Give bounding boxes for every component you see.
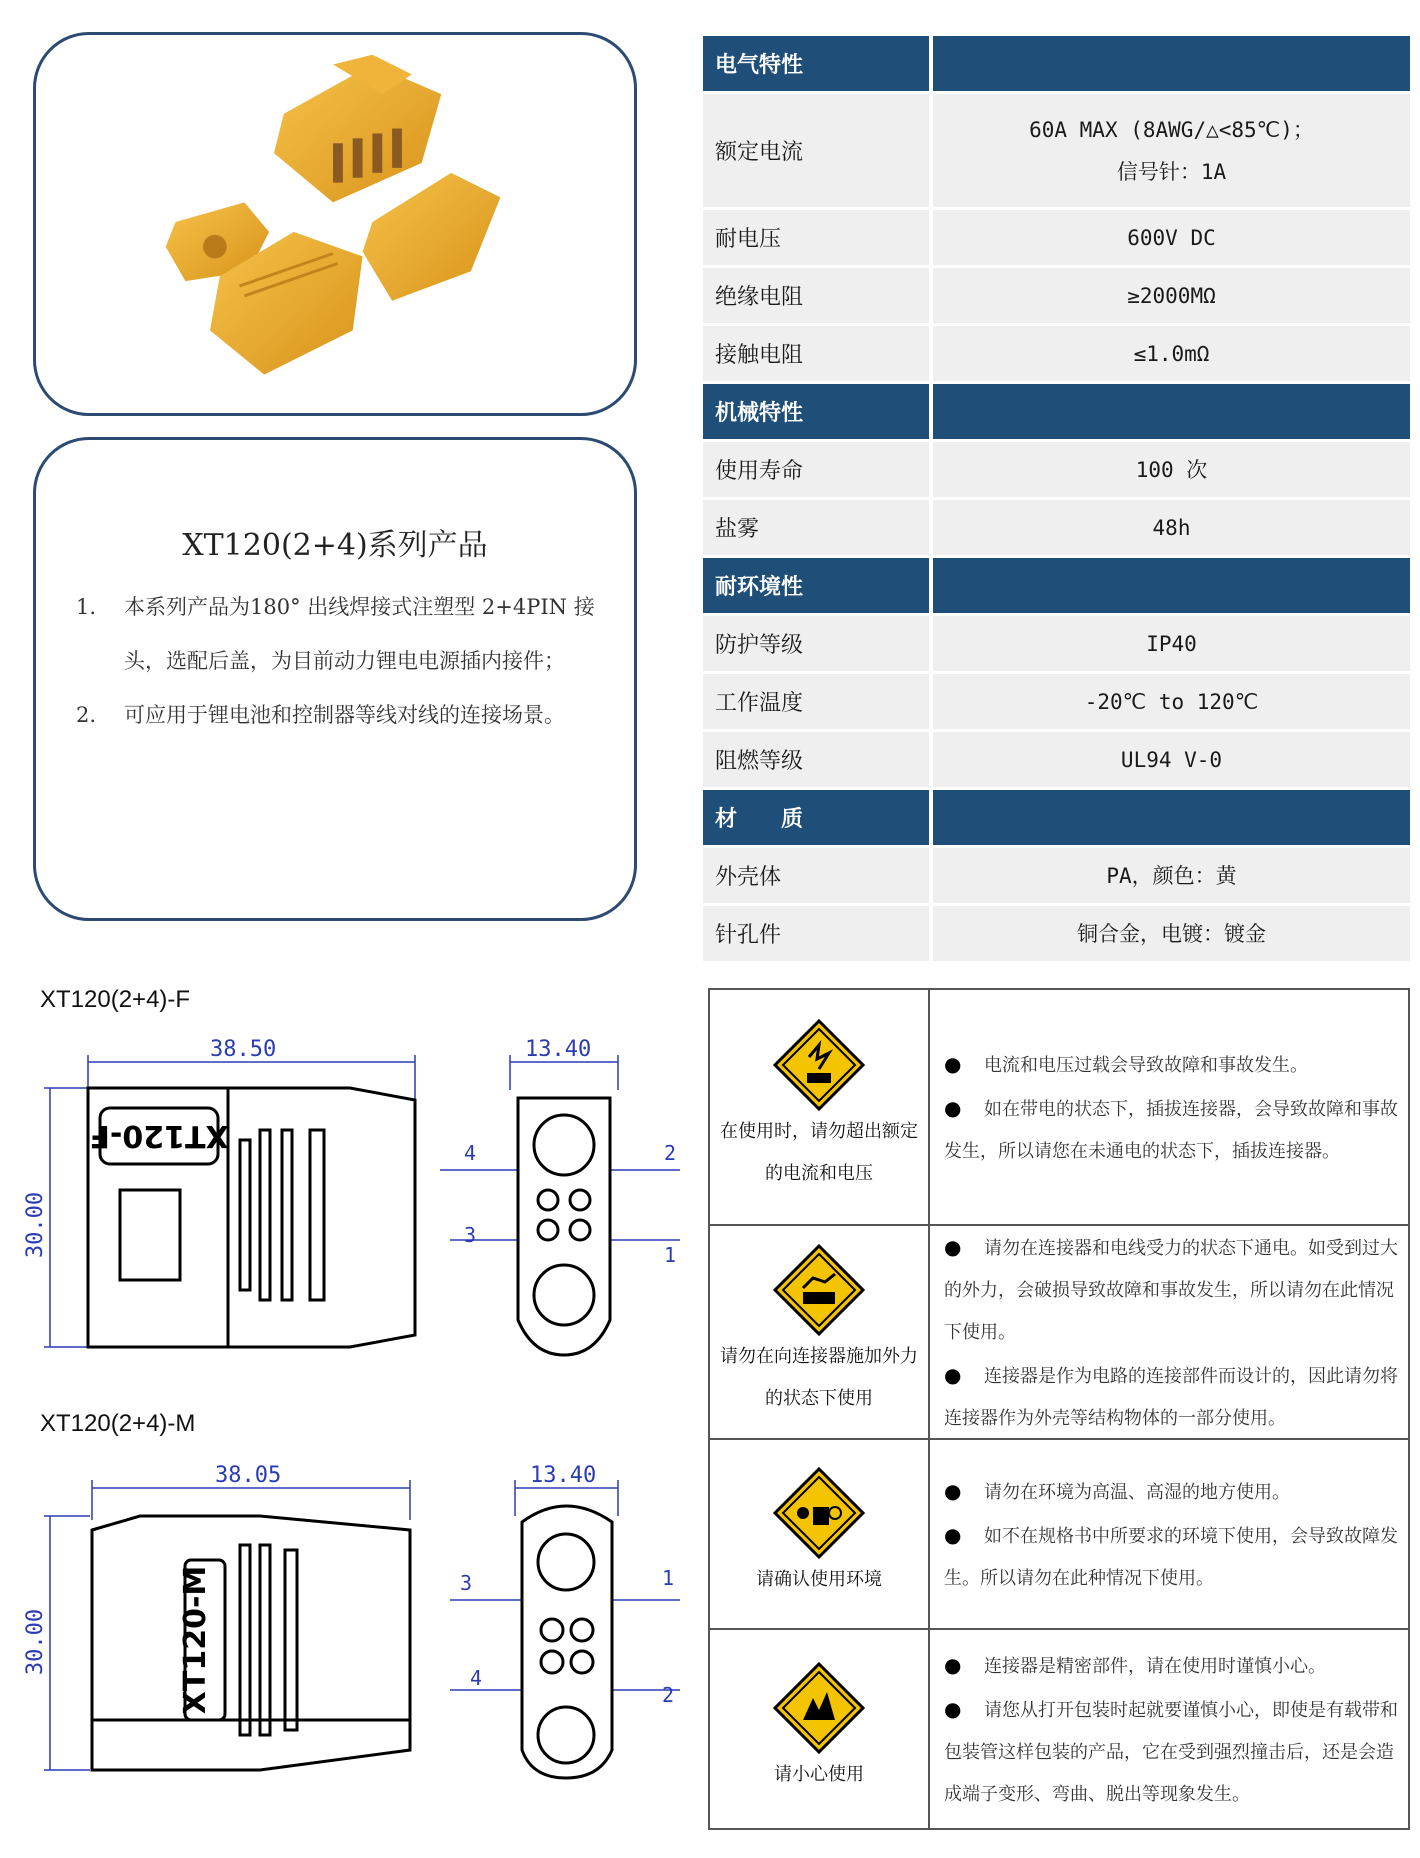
male-pin-label: 1	[662, 1566, 675, 1590]
overload-warning-icon	[773, 1019, 865, 1111]
warning-bullet	[944, 1226, 1398, 1354]
bullet-icon: ●	[944, 1653, 962, 1677]
environment-warning-icon	[773, 1467, 865, 1559]
bullet-icon: ●	[944, 1479, 962, 1503]
warning-caption: 请勿在向连接器施加外力的状态下使用	[720, 1346, 918, 1409]
spec-section-value	[933, 790, 1410, 848]
male-front-view	[522, 1506, 612, 1778]
external-force-warning-icon	[773, 1244, 865, 1336]
bullet-icon: ●	[944, 1523, 962, 1547]
spec-label: 盐雾	[703, 500, 933, 558]
product-photo-panel	[33, 32, 637, 416]
spec-row-rated-current	[703, 94, 1410, 210]
warning-text-cell	[930, 990, 1408, 1224]
bullet-icon: ●	[944, 1096, 962, 1120]
product-feature-list	[76, 580, 606, 742]
spec-section-value	[933, 384, 1410, 442]
top-connector-image	[274, 55, 441, 203]
spec-section-label: 机械特性	[703, 384, 933, 442]
feature-text: 本系列产品为180° 出线焊接式注塑型 2+4PIN 接头，选配后盖，为目前动力锂电电源插内接件；	[124, 595, 595, 673]
feature-number: 2.	[76, 703, 97, 727]
warning-bullet-text: 如不在规格书中所要求的环境下使用，会导致故障发生。所以请勿在此种情况下使用。	[944, 1526, 1398, 1589]
feature-number: 1.	[76, 595, 97, 619]
spec-section-environmental	[703, 558, 1410, 616]
usage-warning-table	[708, 988, 1410, 1830]
spec-value-line: 60A MAX (8AWG/△<85℃)；	[1029, 117, 1314, 142]
spec-label: 绝缘电阻	[703, 268, 933, 326]
warning-bullet-text: 请勿在环境为高温、高湿的地方使用。	[984, 1482, 1290, 1503]
female-front-view	[518, 1098, 610, 1355]
spec-row-voltage	[703, 210, 1410, 268]
warning-row	[710, 1630, 1408, 1828]
spec-row-housing	[703, 848, 1410, 906]
warning-bullet	[944, 1514, 1398, 1600]
spec-row-contacts	[703, 906, 1410, 964]
specification-table	[703, 36, 1410, 964]
warning-row	[710, 1440, 1408, 1630]
spec-label: 防护等级	[703, 616, 933, 674]
spec-row-salt-spray	[703, 500, 1410, 558]
female-pin-label: 2	[664, 1141, 677, 1165]
female-body-marking: XT120-F	[89, 1118, 229, 1153]
spec-section-mechanical	[703, 384, 1410, 442]
spec-label: 额定电流	[703, 94, 933, 210]
spec-value-line: 信号针：1A	[1116, 159, 1227, 184]
spec-value: ≤1.0mΩ	[933, 326, 1410, 384]
female-pin-label: 3	[464, 1223, 477, 1247]
spec-section-label: 材 质	[703, 790, 933, 848]
bullet-icon: ●	[944, 1235, 962, 1259]
female-length-dim: 38.50	[210, 1037, 277, 1062]
warning-row	[710, 1226, 1408, 1440]
spec-row-lifetime	[703, 442, 1410, 500]
warning-icon-cell	[710, 1440, 930, 1628]
spec-value: UL94 V-0	[933, 732, 1410, 790]
warning-text-cell	[930, 1630, 1408, 1828]
spec-row-temperature	[703, 674, 1410, 732]
rear-cap-image	[363, 173, 501, 301]
spec-section-material	[703, 790, 1410, 848]
warning-caption: 在使用时，请勿超出额定的电流和电压	[720, 1121, 918, 1184]
connector-photo	[36, 35, 634, 413]
warning-caption: 请小心使用	[774, 1764, 864, 1785]
feature-item	[76, 580, 606, 688]
spec-label: 使用寿命	[703, 442, 933, 500]
warning-icon-cell	[710, 990, 930, 1224]
spec-value: 100 次	[933, 442, 1410, 500]
product-description-panel	[33, 437, 637, 921]
warning-bullet	[944, 1354, 1398, 1440]
spec-value: 铜合金，电镀：镀金	[933, 906, 1410, 964]
warning-bullet	[944, 1644, 1398, 1688]
handle-with-care-icon	[773, 1662, 865, 1754]
spec-value	[933, 94, 1410, 210]
female-pin-label: 1	[664, 1243, 677, 1267]
feature-text: 可应用于锂电池和控制器等线对线的连接场景。	[124, 703, 565, 727]
female-drawing-label: XT120(2+4)-F	[40, 986, 191, 1013]
spec-value: -20℃ to 120℃	[933, 674, 1410, 732]
male-side-view	[92, 1516, 410, 1770]
spec-label: 耐电压	[703, 210, 933, 268]
spec-section-value	[933, 558, 1410, 616]
warning-bullet-text: 电流和电压过载会导致故障和事故发生。	[984, 1055, 1308, 1076]
spec-row-protection	[703, 616, 1410, 674]
spec-label: 阻燃等级	[703, 732, 933, 790]
spec-value: ≥2000MΩ	[933, 268, 1410, 326]
warning-bullet-text: 请勿在连接器和电线受力的状态下通电。如受到过大的外力，会破损导致故障和事故发生，所以请勿在此情况下使用。	[944, 1238, 1398, 1343]
spec-value: IP40	[933, 616, 1410, 674]
female-technical-drawing	[20, 1020, 700, 1390]
bullet-icon: ●	[944, 1052, 962, 1076]
male-pin-label: 2	[662, 1683, 675, 1707]
spec-value: 600V DC	[933, 210, 1410, 268]
spec-label: 工作温度	[703, 674, 933, 732]
warning-bullet-text: 连接器是精密部件，请在使用时谨慎小心。	[984, 1656, 1326, 1677]
spec-section-value	[933, 36, 1410, 94]
male-technical-drawing	[20, 1450, 700, 1790]
male-width-dim: 13.40	[530, 1463, 597, 1488]
warning-bullet	[944, 1087, 1398, 1173]
warning-icon-cell	[710, 1630, 930, 1828]
feature-item	[76, 688, 606, 742]
warning-caption: 请确认使用环境	[756, 1569, 882, 1590]
male-drawing-label: XT120(2+4)-M	[40, 1410, 196, 1437]
bullet-icon: ●	[944, 1697, 962, 1721]
spec-row-insulation	[703, 268, 1410, 326]
male-height-dim: 30.00	[23, 1608, 48, 1676]
male-pin-label: 4	[470, 1666, 483, 1690]
warning-bullet	[944, 1043, 1398, 1087]
male-body-marking: XT120-M	[178, 1565, 213, 1715]
female-height-dim: 30.00	[23, 1191, 48, 1259]
spec-value: 48h	[933, 500, 1410, 558]
warning-bullet-text: 请您从打开包装时起就要谨慎小心，即使是有载带和包装管这样包装的产品，它在受到强烈撞击后，还是会造成端子变形、弯曲、脱出等现象发生。	[944, 1700, 1398, 1805]
warning-text-cell	[930, 1440, 1408, 1628]
spec-row-contact-resistance	[703, 326, 1410, 384]
spec-label: 接触电阻	[703, 326, 933, 384]
spec-section-electrical	[703, 36, 1410, 94]
spec-section-label: 电气特性	[703, 36, 933, 94]
spec-label: 外壳体	[703, 848, 933, 906]
spec-value: PA，颜色：黄	[933, 848, 1410, 906]
spec-section-label: 耐环境性	[703, 558, 933, 616]
product-title: XT120(2+4)系列产品	[182, 528, 488, 563]
warning-bullet	[944, 1470, 1398, 1514]
female-pin-label: 4	[464, 1141, 477, 1165]
female-width-dim: 13.40	[525, 1037, 592, 1062]
warning-icon-cell	[710, 1226, 930, 1438]
bullet-icon: ●	[944, 1363, 962, 1387]
male-length-dim: 38.05	[215, 1463, 282, 1488]
warning-bullet	[944, 1688, 1398, 1816]
spec-label: 针孔件	[703, 906, 933, 964]
warning-bullet-text: 如在带电的状态下，插拔连接器，会导致故障和事故发生，所以请您在未通电的状态下，插拔连接器。	[944, 1099, 1398, 1162]
warning-bullet-text: 连接器是作为电路的连接部件而设计的，因此请勿将连接器作为外壳等结构物体的一部分使用。	[944, 1366, 1398, 1429]
male-pin-label: 3	[460, 1571, 473, 1595]
warning-row	[710, 990, 1408, 1226]
warning-text-cell	[930, 1226, 1408, 1438]
spec-row-flammability	[703, 732, 1410, 790]
